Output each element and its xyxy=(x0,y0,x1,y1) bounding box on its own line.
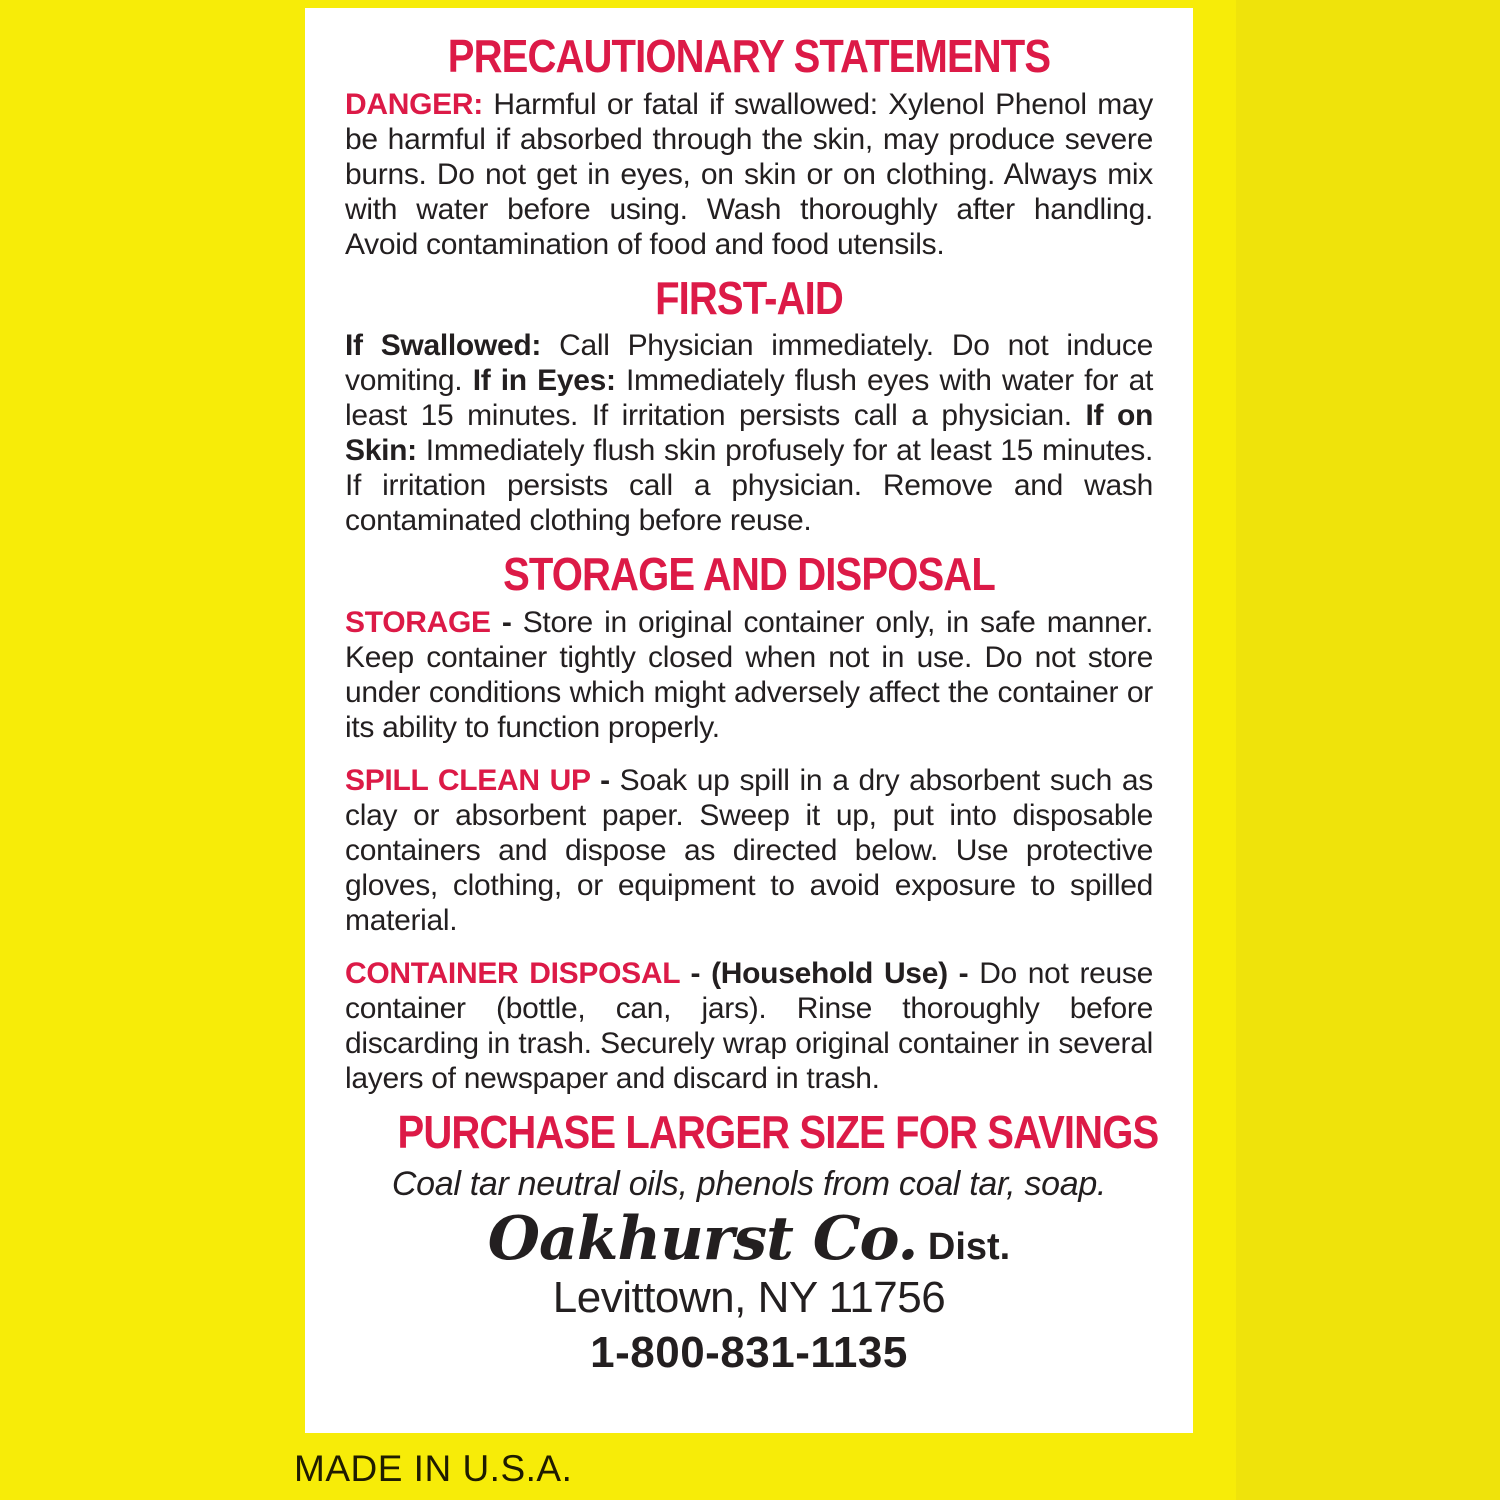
company-phone: 1-800-831-1135 xyxy=(590,1328,908,1378)
first-aid-heading: FIRST-AID xyxy=(655,271,843,324)
spill-text: Soak up spill in a dry absorbent such as clay or absorbent paper. Sweep it up, put into disposable containers and dispose as directed below. Use protective gloves, clothing, or equipment to avoid exposure to spilled material. xyxy=(345,764,1153,938)
container-disposal-paragraph xyxy=(345,956,1153,1096)
company-name: Oakhurst Co. xyxy=(487,1204,918,1275)
if-in-eyes-text: Immediately flush eyes with water for at least 15 minutes. If irritation persists call a physician. xyxy=(345,364,1153,433)
container-disposal-text: Do not reuse container (bottle, can, jars). Rinse thoroughly before discarding in trash. Securely wrap original container in several layers of newspaper and discard in trash. xyxy=(345,957,1154,1096)
storage-lead: STORAGE xyxy=(345,606,491,640)
danger-paragraph xyxy=(345,87,1153,262)
spill-clean-up-paragraph xyxy=(345,763,1153,938)
ingredients-line: Coal tar neutral oils, phenols from coal tar, soap. xyxy=(391,1164,1107,1203)
first-aid-paragraph xyxy=(345,328,1153,538)
if-on-skin-text: Immediately flush skin profusely for at least 15 minutes. If irritation persists call a physician. Remove and wash contaminated clothing before reuse. xyxy=(345,434,1153,538)
made-in-usa-text: MADE IN U.S.A. xyxy=(294,1448,573,1489)
label-panel xyxy=(305,8,1193,1433)
storage-and-disposal-heading: STORAGE AND DISPOSAL xyxy=(503,548,995,601)
storage-text: Store in original container only, in safe manner. Keep container tightly closed when not in use. Do not store under conditions which might adversely affect the container or its ability to function properly. xyxy=(345,606,1153,745)
if-swallowed-text: Call Physician immediately. Do not induce vomiting. xyxy=(345,329,1153,398)
spill-clean-up-lead: SPILL CLEAN UP xyxy=(345,764,591,798)
storage-paragraph xyxy=(345,605,1153,745)
distributor-block xyxy=(345,1204,1153,1378)
if-in-eyes-label: If in Eyes: xyxy=(472,364,616,398)
household-use-label: - (Household Use) - xyxy=(679,957,980,991)
danger-lead: DANGER: xyxy=(345,87,483,121)
spill-dash: - xyxy=(590,764,620,798)
if-swallowed-label: If Swallowed: xyxy=(345,329,542,363)
storage-dash: - xyxy=(490,606,523,640)
purchase-larger-size-heading: PURCHASE LARGER SIZE FOR SAVINGS xyxy=(397,1106,1159,1159)
if-on-skin-label: If on Skin: xyxy=(345,399,1154,468)
company-name-line xyxy=(345,1204,1153,1275)
container-disposal-lead: CONTAINER DISPOSAL xyxy=(345,957,680,991)
distributor-label: Dist. xyxy=(917,1226,1011,1269)
danger-text: Harmful or fatal if swallowed: Xylenol Phenol may be harmful if absorbed through the skin, may produce severe burns. Do not get in eyes, on skin or on clothing. Always mix with water before using. Wash thoroughly after handling. Avoid contamination of food and food utensils. xyxy=(345,87,1153,261)
company-city: Levittown, NY 11756 xyxy=(552,1273,946,1323)
precautionary-statements-heading: PRECAUTIONARY STATEMENTS xyxy=(447,30,1051,82)
yellow-right-band xyxy=(1236,0,1500,1500)
